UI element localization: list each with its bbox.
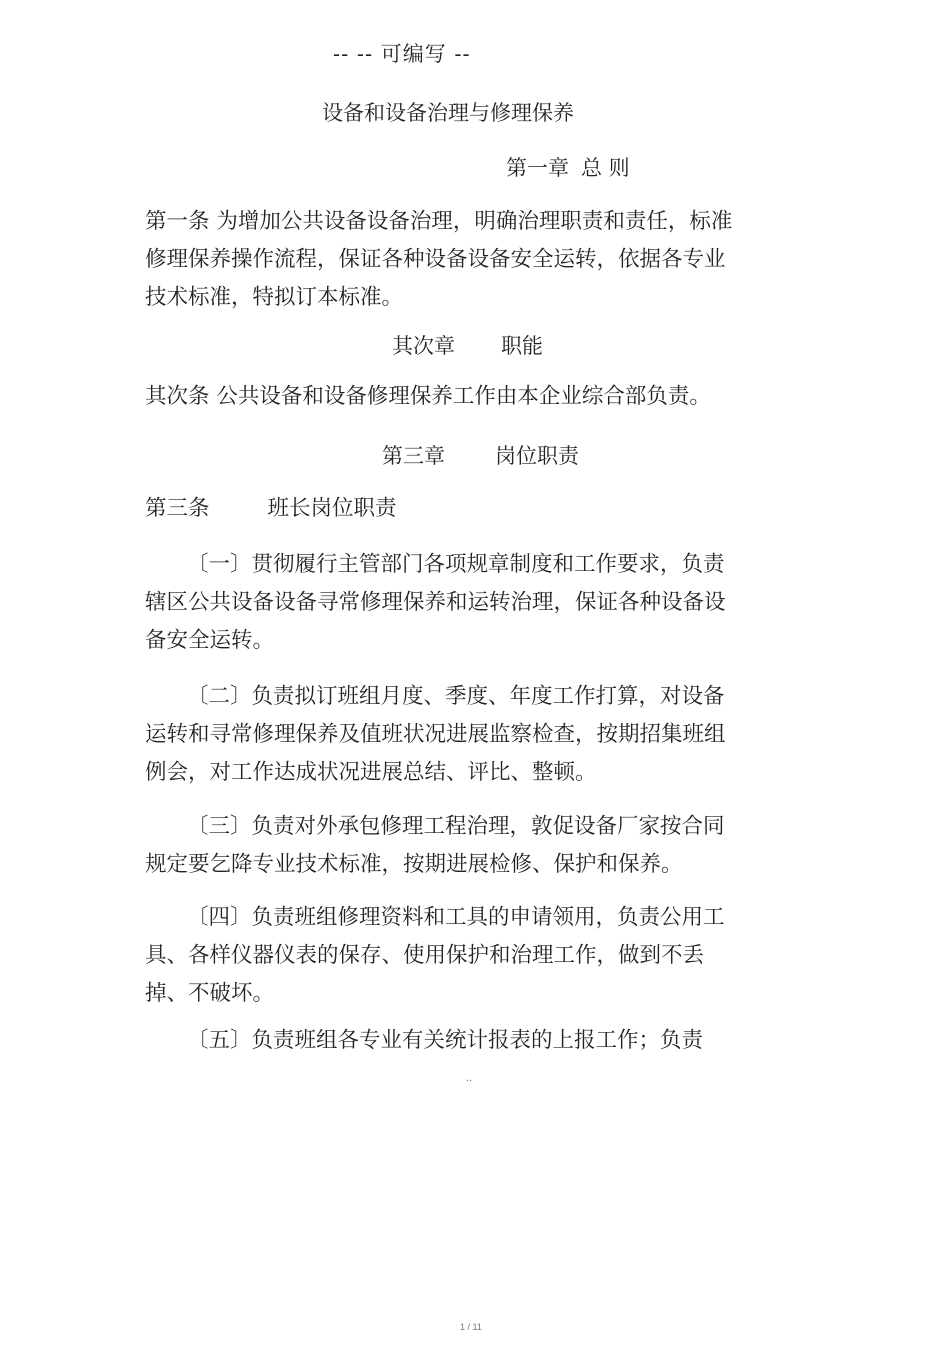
duty-item-2: 〔二〕负责拟订班组月度、季度、年度工作打算，对设备运转和寻常修理保养及值班状况进展监察检查，按期招集班组例会，对工作达成状况进展总结、评比、整顿。: [145, 684, 726, 785]
duty-item-3: 〔三〕负责对外承包修理工程治理，敦促设备厂家按合同规定要乞降专业技术标准，按期进展检修、保护和保养。: [145, 814, 725, 877]
chapter-3-heading: [382, 440, 579, 470]
article-3-number: 第三条: [145, 496, 210, 521]
chapter-1-heading: [506, 152, 630, 182]
document-title: 设备和设备治理与修理保养: [322, 101, 574, 125]
chapter-2-number: 其次章: [392, 334, 455, 358]
chapter-1-name: 总 则: [581, 156, 630, 180]
page-number: 1 / 11: [460, 1322, 482, 1332]
footer-mark: ..: [466, 1073, 473, 1084]
page-header: -- -- 可编写 --: [333, 42, 471, 66]
article-1: 第一条 为增加公共设备设备治理，明确治理职责和责任，标准修理保养操作流程，保证各种设备设备安全运转，依据各专业技术标准，特拟订本标准。: [145, 209, 733, 310]
chapter-3-number: 第三章: [382, 444, 445, 468]
article-2: 其次条 公共设备和设备修理保养工作由本企业综合部负责。: [145, 384, 711, 409]
chapter-1-number: 第一章: [506, 156, 569, 180]
duty-item-4: 〔四〕负责班组修理资料和工具的申请领用，负责公用工具、各样仪器仪表的保存、使用保护和治理工作，做到不丢掉、不破坏。: [145, 905, 725, 1006]
article-3-name: 班长岗位职责: [267, 496, 397, 521]
chapter-2-name: 职能: [501, 334, 543, 358]
duty-item-1: 〔一〕贯彻履行主管部门各项规章制度和工作要求，负责辖区公共设备设备寻常修理保养和运转治理，保证各种设备设备安全运转。: [145, 552, 726, 653]
chapter-2-heading: [392, 330, 543, 360]
article-3-heading: [145, 490, 745, 528]
duty-item-5: 〔五〕负责班组各专业有关统计报表的上报工作；负责: [187, 1028, 704, 1053]
chapter-3-name: 岗位职责: [495, 444, 579, 468]
